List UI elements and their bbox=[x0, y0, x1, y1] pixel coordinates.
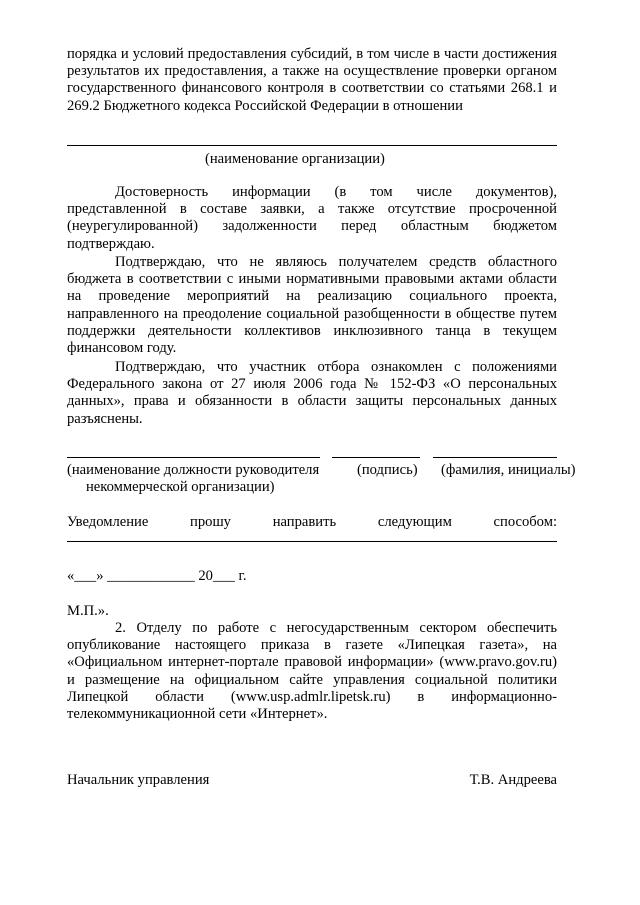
reliability-paragraph: Достоверность информации (в том числе документов), представленной в составе заявки, а также отсутствие просроченной (неурегулированной) задолженности перед областным бюджетом подтверждаю. bbox=[67, 184, 557, 252]
not-recipient-paragraph: Подтверждаю, что не являюсь получателем средств областного бюджета в соответствии с иными нормативными правовыми актами области на проведение мероприятий на реализацию социального проекта, направленного на преодоление социальной разобщенности в обществе путем поддержки деятельности коллективов инклюзивного танца в текущем финансовом году. bbox=[67, 254, 557, 357]
notification-method-line bbox=[67, 541, 557, 542]
signature-line bbox=[332, 457, 420, 458]
personal-data-paragraph: Подтверждаю, что участник отбора ознакомлен с положениями Федерального закона от 27 июля 2006 года № 152-ФЗ «О персональных данных», права и обязанности в области защиты персональных данных разъяснены. bbox=[67, 359, 557, 427]
position-caption-cont: некоммерческой организации) bbox=[86, 479, 275, 495]
item-2-paragraph bbox=[67, 620, 557, 723]
position-caption: (наименование должности руководителя bbox=[67, 462, 320, 478]
intro-paragraph: порядка и условий предоставления субсидий, в том числе в части достижения результатов их предоставления, а также на осуществление проверки органом государственного финансового контроля в соответствии со статьями 268.1 и 269.2 Бюджетного кодекса Российской Федерации в отношении bbox=[67, 46, 557, 114]
organization-name-caption: (наименование организации) bbox=[205, 151, 385, 167]
name-caption: (фамилия, инициалы) bbox=[441, 462, 576, 478]
footer-name: Т.В. Андреева bbox=[469, 772, 557, 788]
organization-name-line bbox=[67, 145, 557, 146]
date-line: «___» ____________ 20___ г. bbox=[67, 568, 247, 584]
signature-caption: (подпись) bbox=[357, 462, 418, 478]
notification-text: Уведомление прошу направить следующим способом: bbox=[67, 514, 557, 530]
stamp-mark: М.П.». bbox=[67, 603, 109, 619]
name-line bbox=[433, 457, 557, 458]
position-line bbox=[67, 457, 320, 458]
item-2-number: 2. bbox=[115, 620, 126, 636]
footer-position: Начальник управления bbox=[67, 772, 210, 788]
item-2-text: Отделу по работе с негосударственным сектором обеспечить опубликование настоящего приказа в газете «Липецкая газета», на «Официальном интернет-портале правовой информации» (www.pravo.gov.ru) и размещение на официальном сайте управления социальной политики Липецкой области (www.usp.admlr.lipetsk.ru) в информационно-телекоммуникационной сети «Интернет». bbox=[67, 620, 558, 723]
